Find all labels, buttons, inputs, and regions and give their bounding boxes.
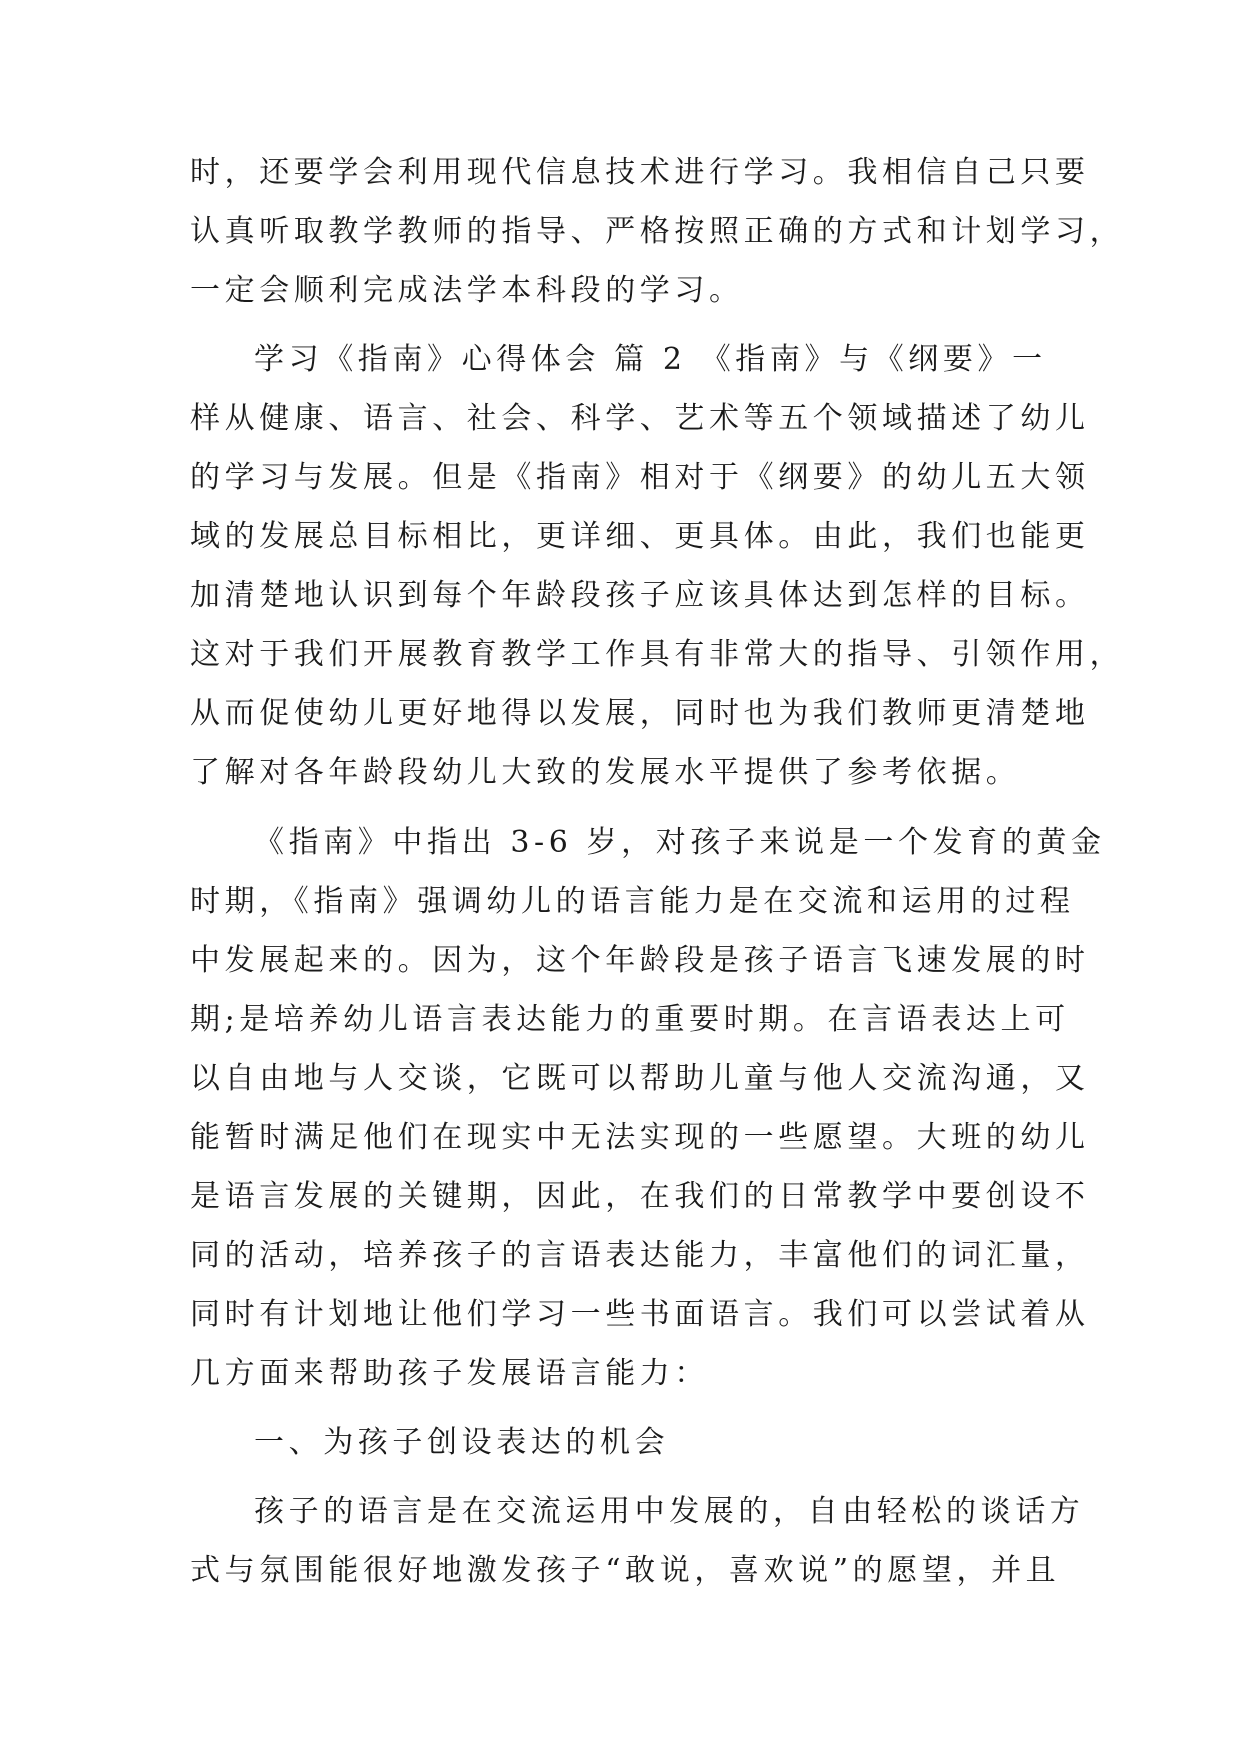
text-line: 式与氛围能很好地激发孩子“敢说，喜欢说”的愿望，并且 (190, 1553, 1061, 1588)
paragraph-start-line: 《指南》中指出 3-6 岁，对孩子来说是一个发育的黄金 (254, 825, 1106, 860)
text-line: 从而促使幼儿更好地得以发展，同时也为我们教师更清楚地 (190, 696, 1090, 731)
text-line: 时期，《指南》强调幼儿的语言能力是在交流和运用的过程 (190, 884, 1075, 919)
text-line: 这对于我们开展教育教学工作具有非常大的指导、引领作用， (190, 637, 1125, 672)
text-line: 的学习与发展。但是《指南》相对于《纲要》的幼儿五大领 (190, 460, 1090, 495)
paragraph-start-line: 孩子的语言是在交流运用中发展的，自由轻松的谈话方 (254, 1494, 1085, 1529)
subheading-line: 一、为孩子创设表达的机会 (254, 1425, 670, 1460)
text-line: 是语言发展的关键期，因此，在我们的日常教学中要创设不 (190, 1179, 1090, 1214)
section-heading-line: 学习《指南》心得体会 篇 2 《指南》与《纲要》一 (254, 342, 1047, 377)
text-line: 能暂时满足他们在现实中无法实现的一些愿望。大班的幼儿 (190, 1120, 1090, 1155)
text-line: 认真听取教学教师的指导、严格按照正确的方式和计划学习， (190, 214, 1125, 249)
text-line: 同的活动，培养孩子的言语表达能力，丰富他们的词汇量， (190, 1238, 1090, 1273)
text-line: 同时有计划地让他们学习一些书面语言。我们可以尝试着从 (190, 1297, 1090, 1332)
text-line: 时，还要学会利用现代信息技术进行学习。我相信自己只要 (190, 155, 1090, 190)
text-line: 几方面来帮助孩子发展语言能力： (190, 1356, 709, 1391)
text-line: 一定会顺利完成法学本科段的学习。 (190, 273, 744, 308)
text-line: 期;是培养幼儿语言表达能力的重要时期。在言语表达上可 (190, 1002, 1070, 1037)
text-line: 以自由地与人交谈，它既可以帮助儿童与他人交流沟通，又 (190, 1061, 1090, 1096)
text-line: 域的发展总目标相比，更详细、更具体。由此，我们也能更 (190, 519, 1090, 554)
text-line: 了解对各年龄段幼儿大致的发展水平提供了参考依据。 (190, 755, 1021, 790)
text-line: 样从健康、语言、社会、科学、艺术等五个领域描述了幼儿 (190, 401, 1090, 436)
text-line: 加清楚地认识到每个年龄段孩子应该具体达到怎样的目标。 (190, 578, 1090, 613)
text-line: 中发展起来的。因为，这个年龄段是孩子语言飞速发展的时 (190, 943, 1090, 978)
